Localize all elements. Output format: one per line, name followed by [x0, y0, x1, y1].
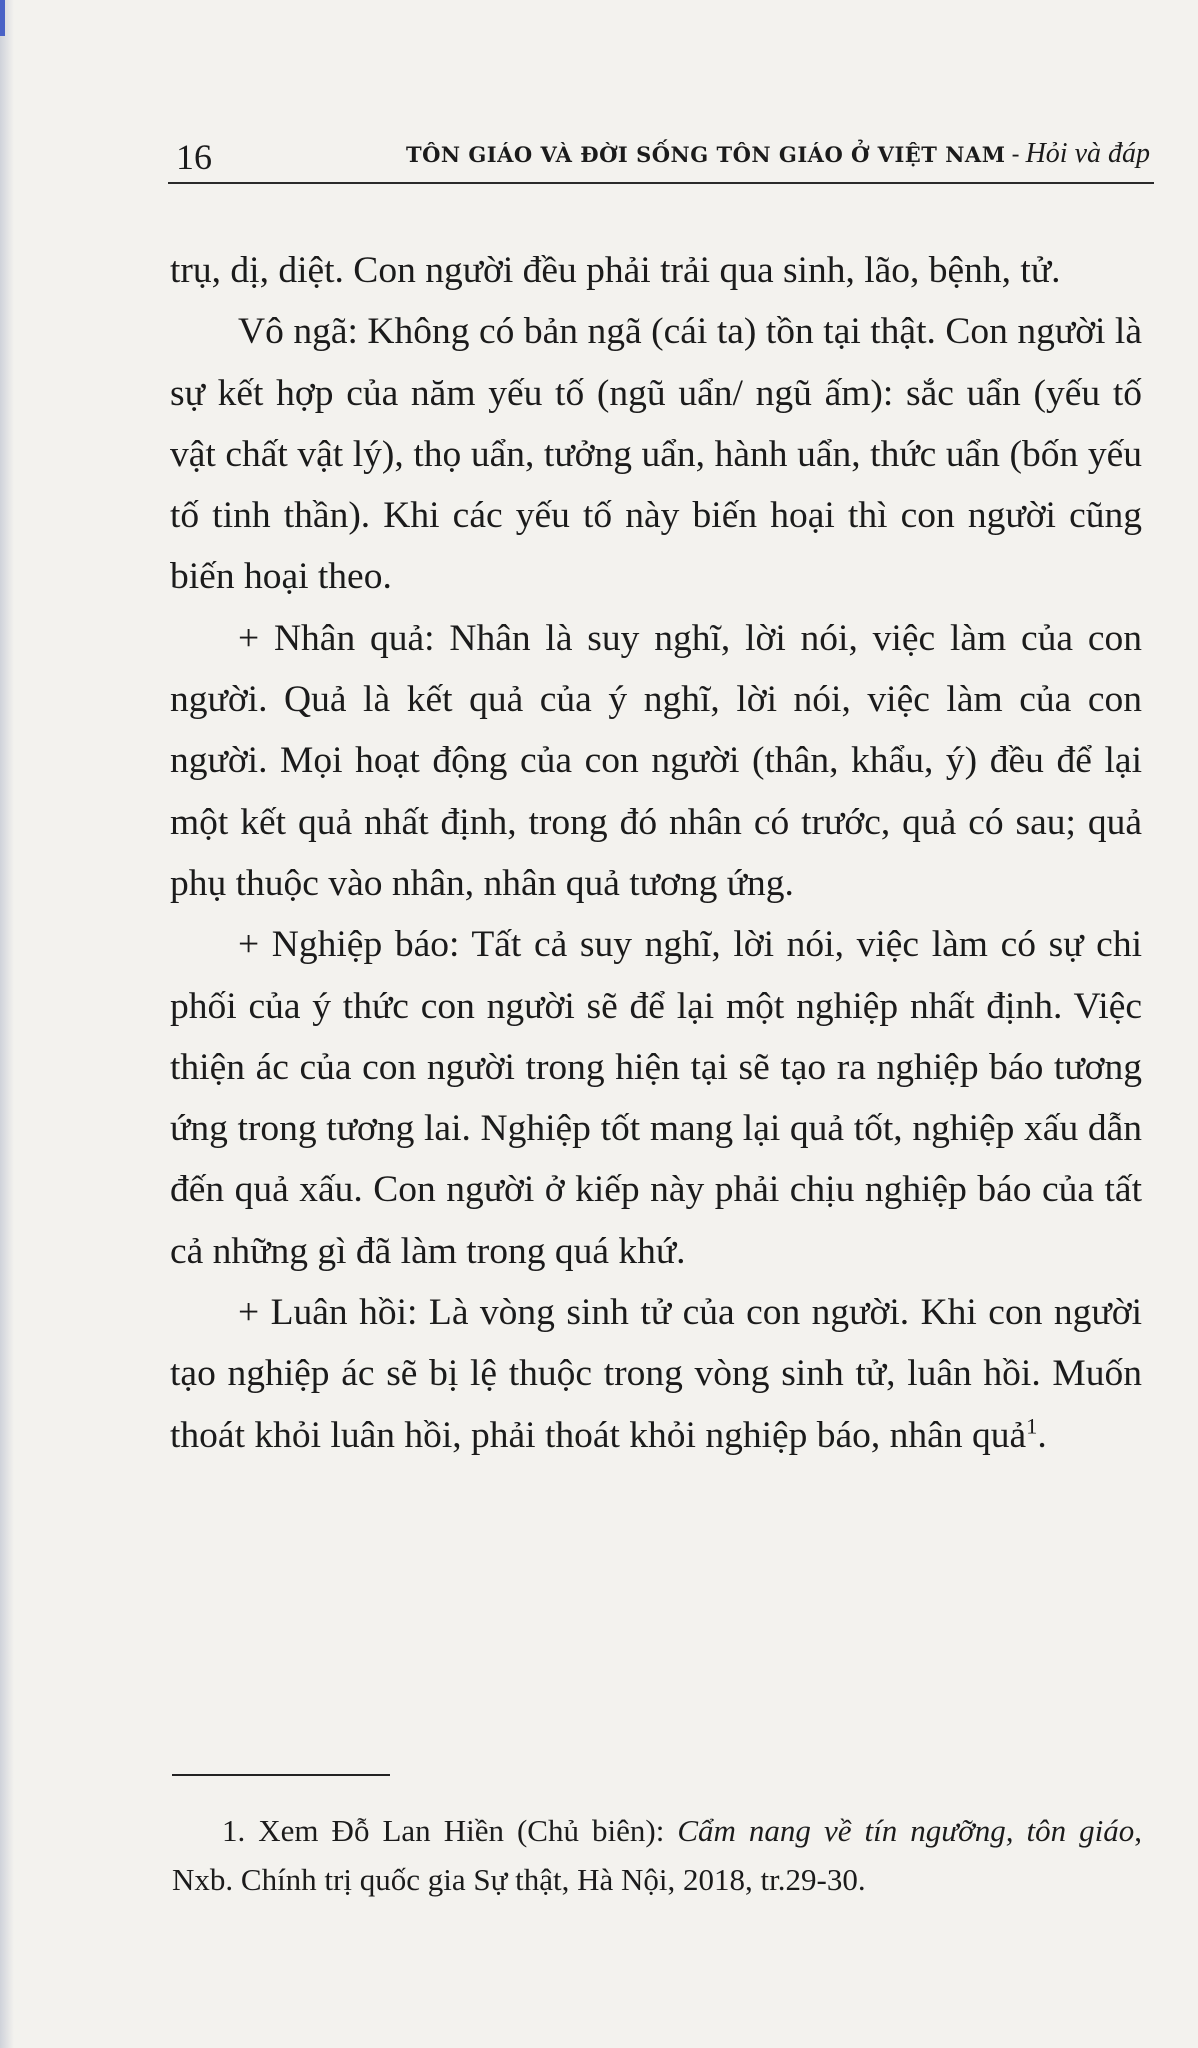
paragraph-vo-nga: Vô ngã: Không có bản ngã (cái ta) tồn tại thật. Con người là sự kết hợp của năm yếu tố (ngũ uẩn/ ngũ ấm): sắc uẩn (yếu tố vật chất vật lý), thọ uẩn, tưởng uẩn, hành uẩn, thức uẩn (bốn yếu tố tinh thần). Khi các yếu tố này biến hoại thì con người cũng biến hoại theo. [170, 311, 1142, 598]
footnote-rest: , Nxb. Chính trị quốc gia Sự thật, Hà Nội, 2018, tr.29-30. [172, 1813, 1142, 1897]
paragraph-1: trụ, dị, diệt. Con người đều phải trải qua sinh, lão, bệnh, tử. [170, 250, 1061, 291]
footnote-reference: 1 [1026, 1413, 1038, 1439]
running-header [168, 132, 1154, 184]
footnote-lead: 1. Xem Đỗ Lan Hiền (Chủ biên): [222, 1813, 678, 1848]
running-title-subtitle: Hỏi và đáp [1025, 138, 1150, 169]
page-edge-mark [0, 0, 5, 36]
paragraph-nhan-qua: + Nhân quả: Nhân là suy nghĩ, lời nói, việc làm của con người. Quả là kết quả của ý nghĩ, lời nói, việc làm của con người. Mọi hoạt động của con người (thân, khẩu, ý) đều để lại một kết quả nhất định, trong đó nhân có trước, quả có sau; quả phụ thuộc vào nhân, nhân quả tương ứng. [170, 617, 1142, 904]
page-edge-shadow [0, 0, 14, 2048]
running-title-separator: - [1011, 140, 1020, 168]
paragraph-nghiep-bao: + Nghiệp báo: Tất cả suy nghĩ, lời nói, việc làm có sự chi phối của ý thức con người sẽ để lại một nghiệp nhất định. Việc thiện ác của con người trong hiện tại sẽ tạo ra nghiệp báo tương ứng trong tương lai. Nghiệp tốt mang lại quả tốt, nghiệp xấu dẫn đến quả xấu. Con người ở kiếp này phải chịu nghiệp báo của tất cả những gì đã làm trong quá khứ. [170, 924, 1142, 1272]
paragraph-luan-hoi [170, 1282, 1142, 1466]
running-title [406, 138, 1150, 170]
running-title-main: TÔN GIÁO VÀ ĐỜI SỐNG TÔN GIÁO Ở VIỆT NAM [405, 142, 1006, 167]
paragraph-luan-hoi-text: + Luân hồi: Là vòng sinh tử của con người. Khi con người tạo nghiệp ác sẽ bị lệ thuộc trong vòng sinh tử, luân hồi. Muốn thoát khỏi luân hồi, phải thoát khỏi nghiệp báo, nhân quả [170, 1292, 1142, 1456]
footnote [172, 1806, 1142, 1904]
body-text [170, 240, 1142, 1466]
footnote-divider [172, 1774, 390, 1776]
page-number: 16 [176, 137, 212, 177]
paragraph-luan-hoi-end: . [1037, 1414, 1047, 1456]
footnote-book-title: Cẩm nang về tín ngưỡng, tôn giáo [677, 1813, 1135, 1848]
